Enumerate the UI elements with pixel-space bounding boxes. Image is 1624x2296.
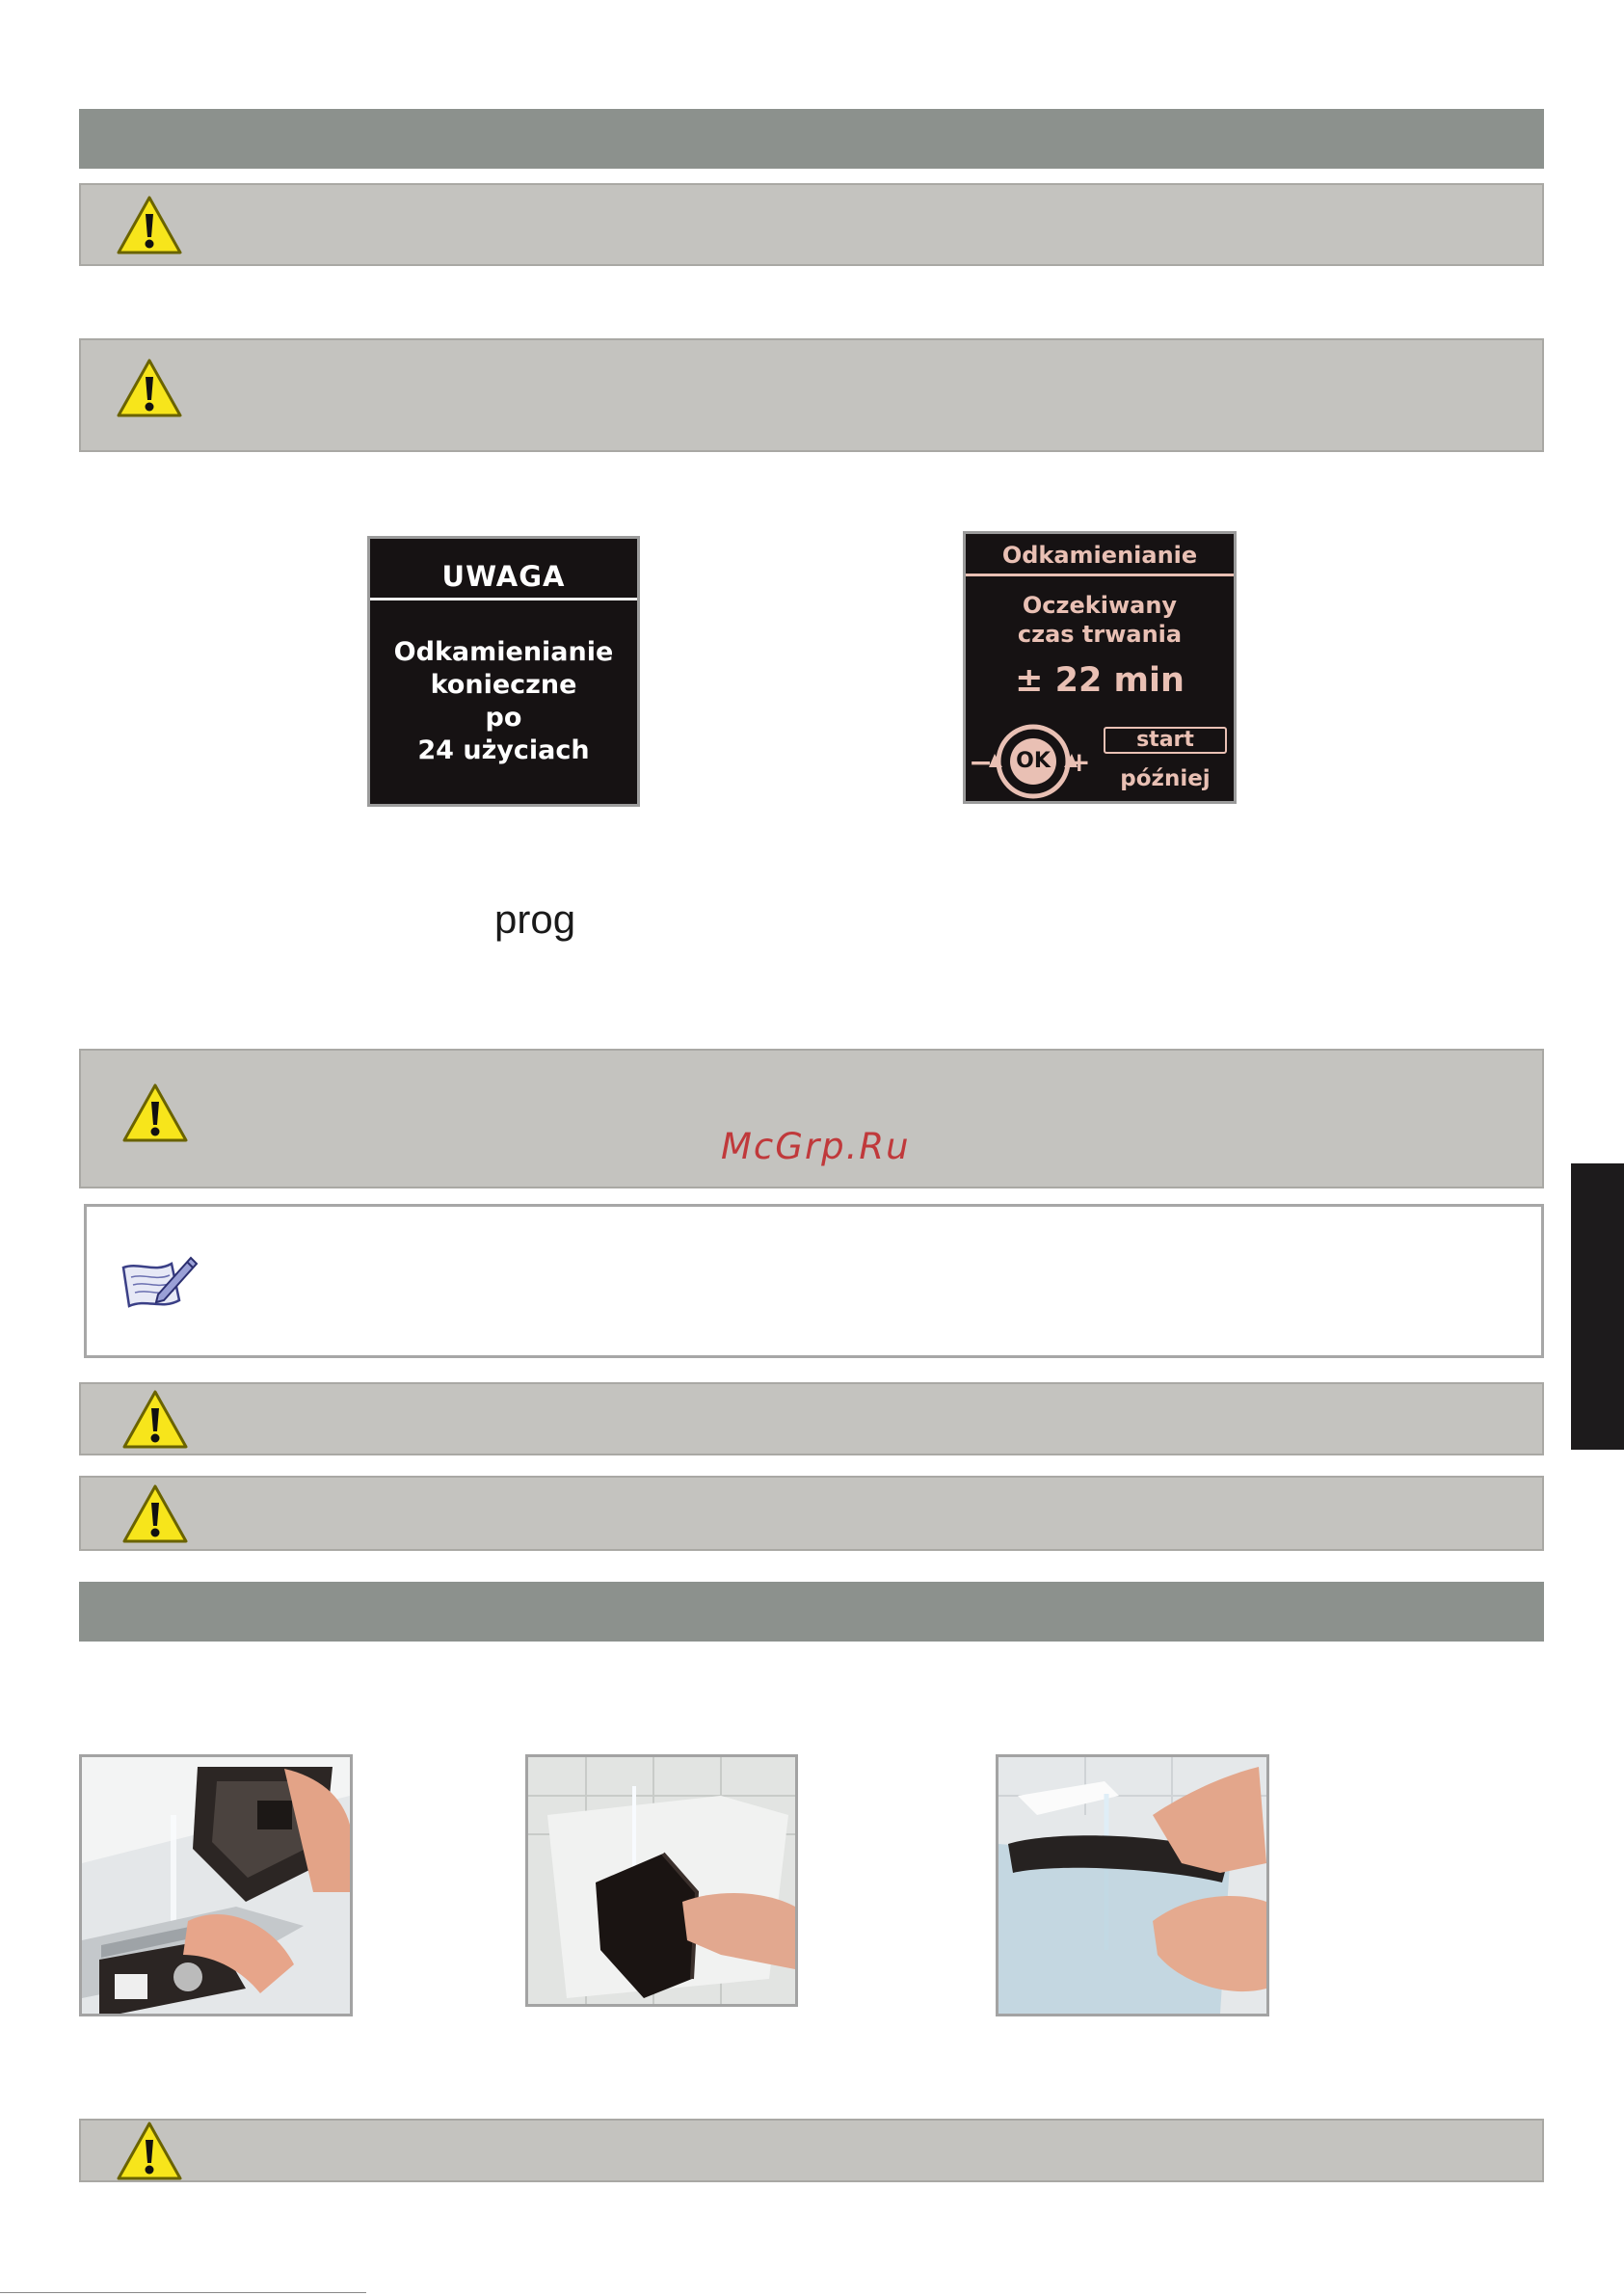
screen-line-2: czas trwania [1017,621,1183,648]
watermark: McGrp.Ru [721,1126,911,1167]
note-box [84,1204,1544,1358]
later-option[interactable]: później [1120,766,1211,791]
display-screen-descaling-warning [367,536,640,807]
screen-divider [966,574,1234,576]
screen-header: Odkamienianie [1001,542,1198,569]
section-header-band [79,109,1544,169]
warning-band-3 [79,1049,1544,1188]
plus-label[interactable]: + [1068,746,1091,778]
note-pencil-icon [116,1248,199,1325]
screen-header: UWAGA [441,560,566,593]
warning-band-2 [79,338,1544,452]
photo-rinsing-drip-tray [79,1754,353,2016]
start-button[interactable]: start [1104,727,1227,754]
warning-triangle-icon [116,2121,183,2182]
screen-message: Odkamienianie konieczne po 24 użyciach [393,637,614,765]
warning-triangle-icon [121,1483,189,1545]
section-header-band-2 [79,1582,1544,1642]
photo-rinsing-container [525,1754,798,2007]
photo-rinsing-water-tank [996,1754,1269,2016]
language-side-tab [1571,1163,1624,1450]
body-text-prog: prog [494,896,576,942]
screen-line-1: Oczekiwany [1022,592,1178,619]
warning-band-4 [79,1382,1544,1455]
display-screen-descaling-duration [963,531,1237,804]
footer-rule [0,2292,366,2293]
warning-triangle-icon [116,358,183,419]
warning-triangle-icon [121,1082,189,1144]
screen-duration: ± 22 min [1015,661,1185,700]
warning-band-1 [79,183,1544,266]
warning-band-5 [79,1476,1544,1551]
warning-triangle-icon [116,195,183,256]
warning-triangle-icon [121,1389,189,1451]
minus-label[interactable]: − [969,746,994,780]
ok-button[interactable]: OK [1016,749,1051,773]
warning-band-6 [79,2119,1544,2182]
